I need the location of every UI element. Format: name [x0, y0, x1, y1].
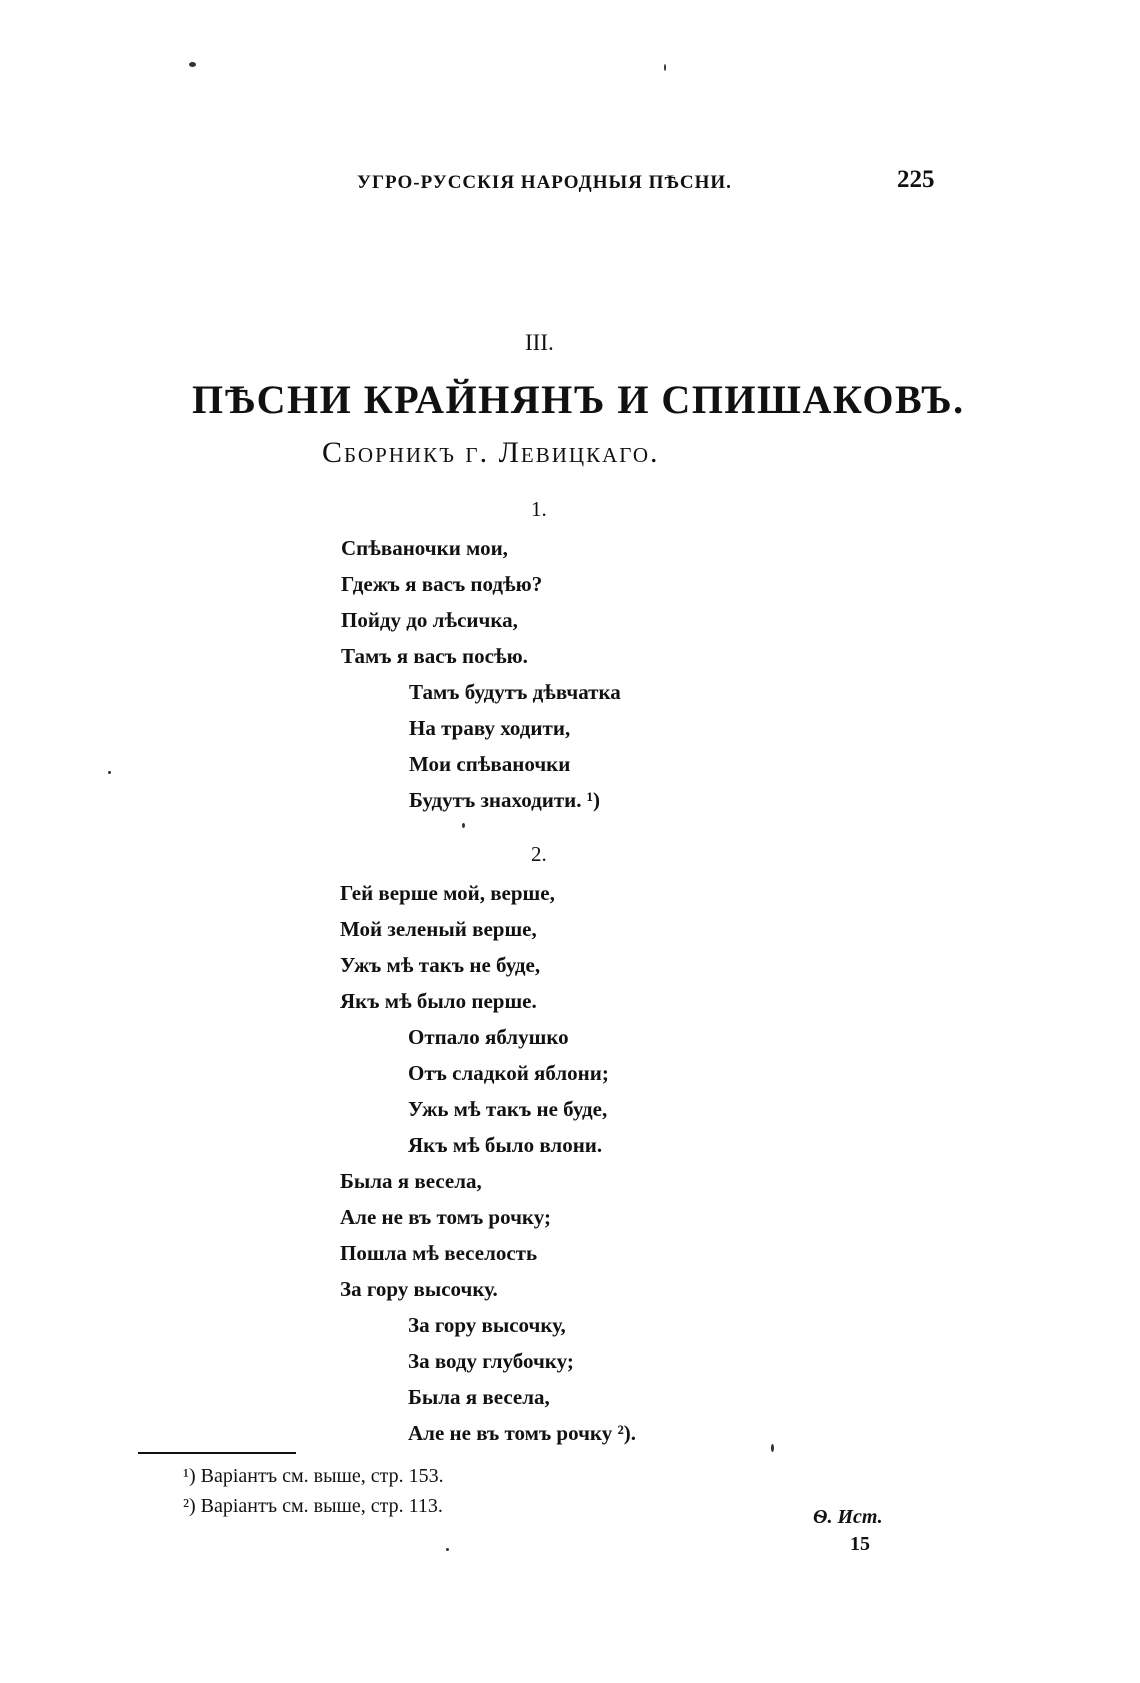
scan-speck	[771, 1444, 774, 1452]
verse-line: За гору высочку,	[408, 1313, 566, 1337]
scan-speck	[664, 64, 666, 71]
verse-line: За воду глубочку;	[408, 1349, 574, 1373]
verse-line: Гей верше мой, верше,	[340, 881, 555, 905]
verse-line: Была я весела,	[408, 1385, 550, 1409]
verse-line: За гору высочку.	[340, 1277, 498, 1301]
verse-line: Ужь мѣ такъ не буде,	[408, 1097, 608, 1121]
footnotes	[183, 1461, 444, 1521]
verse-line: Спѣваночки мои,	[341, 536, 508, 560]
page-number: 225	[897, 166, 935, 193]
footnote-2: ²) Варіантъ см. выше, стр. 113.	[183, 1495, 443, 1517]
verse-line: Пошла мѣ веселость	[340, 1241, 538, 1265]
verse-line: Пойду до лѣсичка,	[341, 608, 518, 632]
running-title: УГРО-РУССКІЯ НАРОДНЫЯ ПѢСНИ.	[357, 172, 732, 193]
scan-speck	[446, 1548, 449, 1551]
verse-line: Але не въ томъ рочку;	[340, 1205, 551, 1229]
verse-line: Але не въ томъ рочку ²).	[408, 1421, 637, 1445]
verse-line: Якъ мѣ было перше.	[340, 989, 537, 1013]
verse-line: Мои спѣваночки	[409, 752, 571, 776]
verse-line: Отъ сладкой яблони;	[408, 1061, 609, 1085]
verse-line: Тамъ я васъ посѣю.	[341, 644, 528, 668]
song-2-number: 2.	[531, 842, 547, 866]
scan-speck	[462, 823, 465, 828]
song-2-verse	[340, 875, 636, 1451]
signature-mark: Ѳ. Ист.	[813, 1506, 883, 1528]
footnote-rule	[138, 1452, 296, 1454]
verse-line: Ужъ мѣ такъ не буде,	[340, 953, 541, 977]
verse-line: На траву ходити,	[409, 716, 571, 740]
song-1-number: 1.	[531, 497, 547, 521]
section-number: III.	[525, 330, 554, 355]
footnote-1: ¹) Варіантъ см. выше, стр. 153.	[183, 1465, 444, 1487]
signature-number: 15	[850, 1533, 870, 1555]
verse-line: Гдежъ я васъ подѣю?	[341, 572, 543, 596]
section-title: ПѢСНИ КРАЙНЯНЪ И СПИШАКОВЪ.	[192, 377, 965, 422]
verse-line: Тамъ будутъ дѣвчатка	[409, 680, 621, 704]
verse-line: Якъ мѣ было влони.	[408, 1133, 603, 1157]
verse-line: Будутъ знаходити. ¹)	[409, 788, 601, 812]
verse-line: Отпало яблушко	[408, 1025, 569, 1049]
scan-speck	[108, 771, 111, 774]
verse-line: Была я весела,	[340, 1169, 482, 1193]
verse-line: Мой зеленый верше,	[340, 917, 537, 941]
song-1-verse	[341, 530, 621, 818]
section-subtitle: Сборникъ г. Левицкаго.	[322, 436, 660, 469]
scan-speck	[189, 62, 196, 67]
